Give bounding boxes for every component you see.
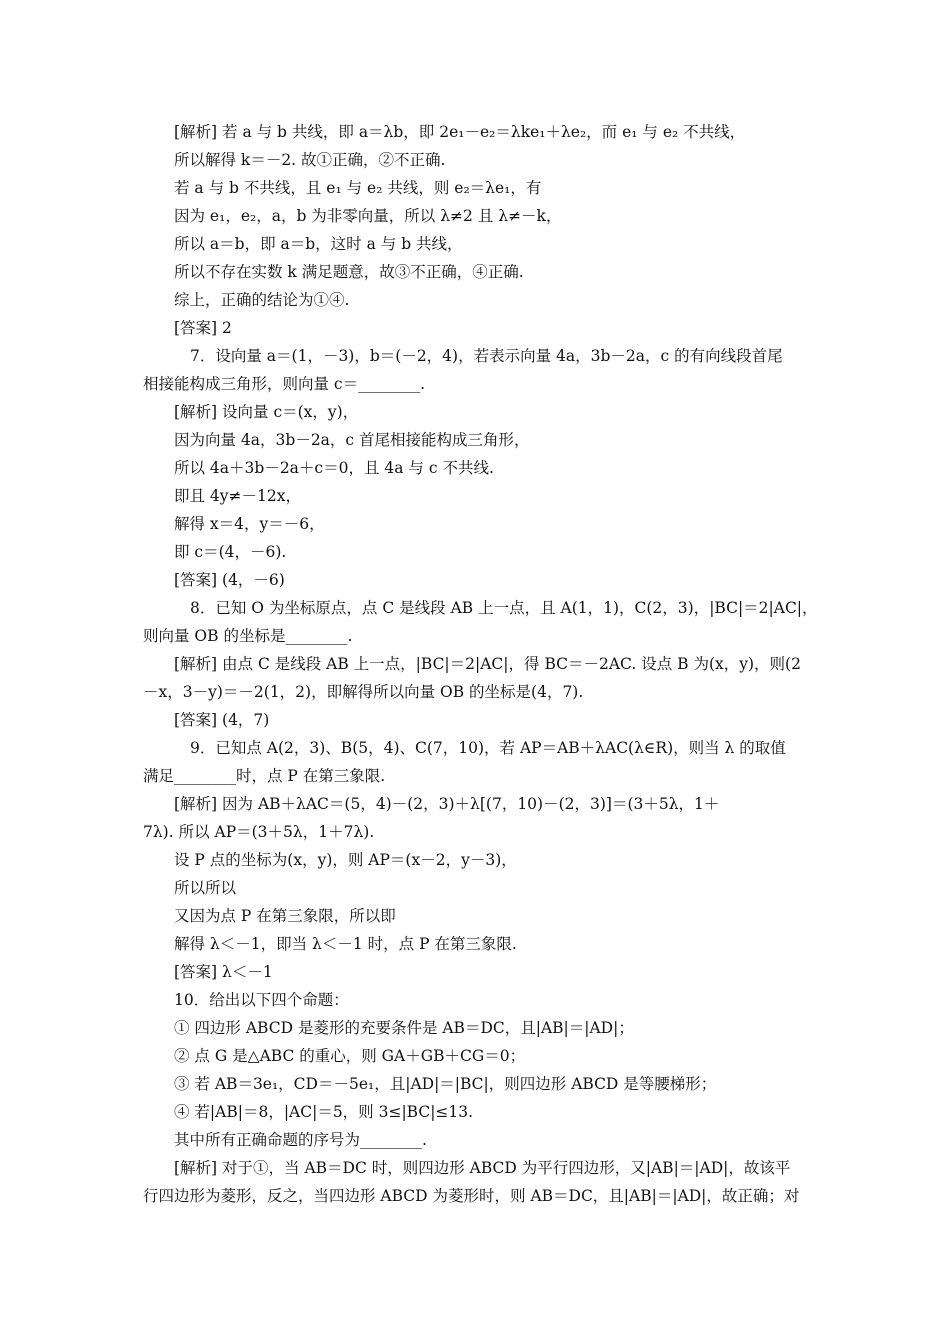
text-line: [解析] 因为 AB＋λAC＝(5，4)－(2，3)＋λ[(7，10)－(2，3)]＝(3＋5λ，1＋	[174, 795, 720, 813]
text-line: ① 四边形 ABCD 是菱形的充要条件是 AB＝DC，且|AB|＝|AD|；	[174, 1019, 634, 1037]
text-line: 则向量 OB 的坐标是________.	[143, 627, 353, 645]
text-line: ③ 若 AB＝3e₁，CD＝－5e₁，且|AD|＝|BC|，则四边形 ABCD 是等腰梯形；	[174, 1075, 717, 1093]
question-7: 7．设向量 a＝(1，－3)，b＝(－2，4)，若表示向量 4a，3b－2a，c 的有向线段首尾	[190, 347, 783, 365]
text-line: [答案] (4，7)	[174, 711, 270, 729]
text-line: 若 a 与 b 不共线，且 e₁ 与 e₂ 共线，则 e₂＝λe₁，有	[174, 179, 542, 197]
text-line: 即且 4y≠－12x，	[174, 487, 301, 505]
text-line: [解析] 由点 C 是线段 AB 上一点，|BC|＝2|AC|，得 BC＝－2AC. 设点 B 为(x，y)，则(2	[174, 655, 801, 673]
text-line: [答案] (4，－6)	[174, 571, 285, 589]
text-line: ② 点 G 是△ABC 的重心，则 GA＋GB＋CG＝0；	[174, 1047, 526, 1065]
text-line: 7λ). 所以 AP＝(3＋5λ，1＋7λ).	[143, 823, 375, 841]
text-line: [解析] 若 a 与 b 共线，即 a＝λb，即 2e₁－e₂＝λke₁＋λe₂，而 e₁ 与 e₂ 不共线，	[174, 123, 746, 141]
text-line: －x，3－y)＝－2(1，2)，即解得所以向量 OB 的坐标是(4，7).	[143, 683, 584, 701]
text-line: ④ 若|AB|＝8，|AC|＝5，则 3≤|BC|≤13.	[174, 1103, 474, 1121]
text-line: [解析] 对于①，当 AB＝DC 时，则四边形 ABCD 为平行四边形，又|AB|＝|AD|，故该平	[174, 1159, 791, 1177]
text-line: 相接能构成三角形，则向量 c＝________.	[143, 375, 426, 393]
text-line: 解得 λ＜－1，即当 λ＜－1 时，点 P 在第三象限.	[174, 935, 517, 953]
text-line: 满足________时，点 P 在第三象限.	[143, 767, 386, 785]
text-line: 所以解得 k＝－2. 故①正确，②不正确.	[174, 151, 446, 169]
question-10: 10．给出以下四个命题：	[174, 991, 349, 1009]
text-line: 所以 4a＋3b－2a＋c＝0，且 4a 与 c 不共线.	[174, 459, 494, 477]
text-line: 即 c＝(4，－6).	[174, 543, 287, 561]
text-line: 综上，正确的结论为①④.	[174, 291, 350, 309]
text-line: 又因为点 P 在第三象限，所以即	[174, 907, 396, 925]
text-line: [答案] 2	[174, 319, 232, 337]
text-line: 所以不存在实数 k 满足题意，故③不正确，④正确.	[174, 263, 524, 281]
text-line: 所以 a＝b，即 a＝b，这时 a 与 b 共线，	[174, 235, 463, 253]
question-9: 9．已知点 A(2，3)、B(5，4)、C(7，10)，若 AP＝AB＋λAC(λ∈R)，则当 λ 的取值	[190, 739, 786, 757]
text-line: 因为 e₁，e₂，a，b 为非零向量，所以 λ≠2 且 λ≠－k，	[174, 207, 562, 225]
text-line: 所以所以	[174, 879, 237, 897]
text-line: [解析] 设向量 c＝(x，y)，	[174, 403, 359, 421]
text-line: [答案] λ＜－1	[174, 963, 273, 981]
text-line: 其中所有正确命题的序号为________.	[174, 1131, 427, 1149]
text-line: 因为向量 4a，3b－2a，c 首尾相接能构成三角形，	[174, 431, 530, 449]
text-line: 解得 x＝4，y＝－6，	[174, 515, 325, 533]
text-line: 行四边形为菱形，反之，当四边形 ABCD 为菱形时，则 AB＝DC，且|AB|＝|AD|，故正确；对	[143, 1187, 800, 1205]
text-line: 设 P 点的坐标为(x，y)，则 AP＝(x－2，y－3)，	[174, 851, 517, 869]
question-8: 8．已知 O 为坐标原点，点 C 是线段 AB 上一点，且 A(1，1)，C(2，3)，|BC|＝2|AC|，	[190, 599, 818, 617]
